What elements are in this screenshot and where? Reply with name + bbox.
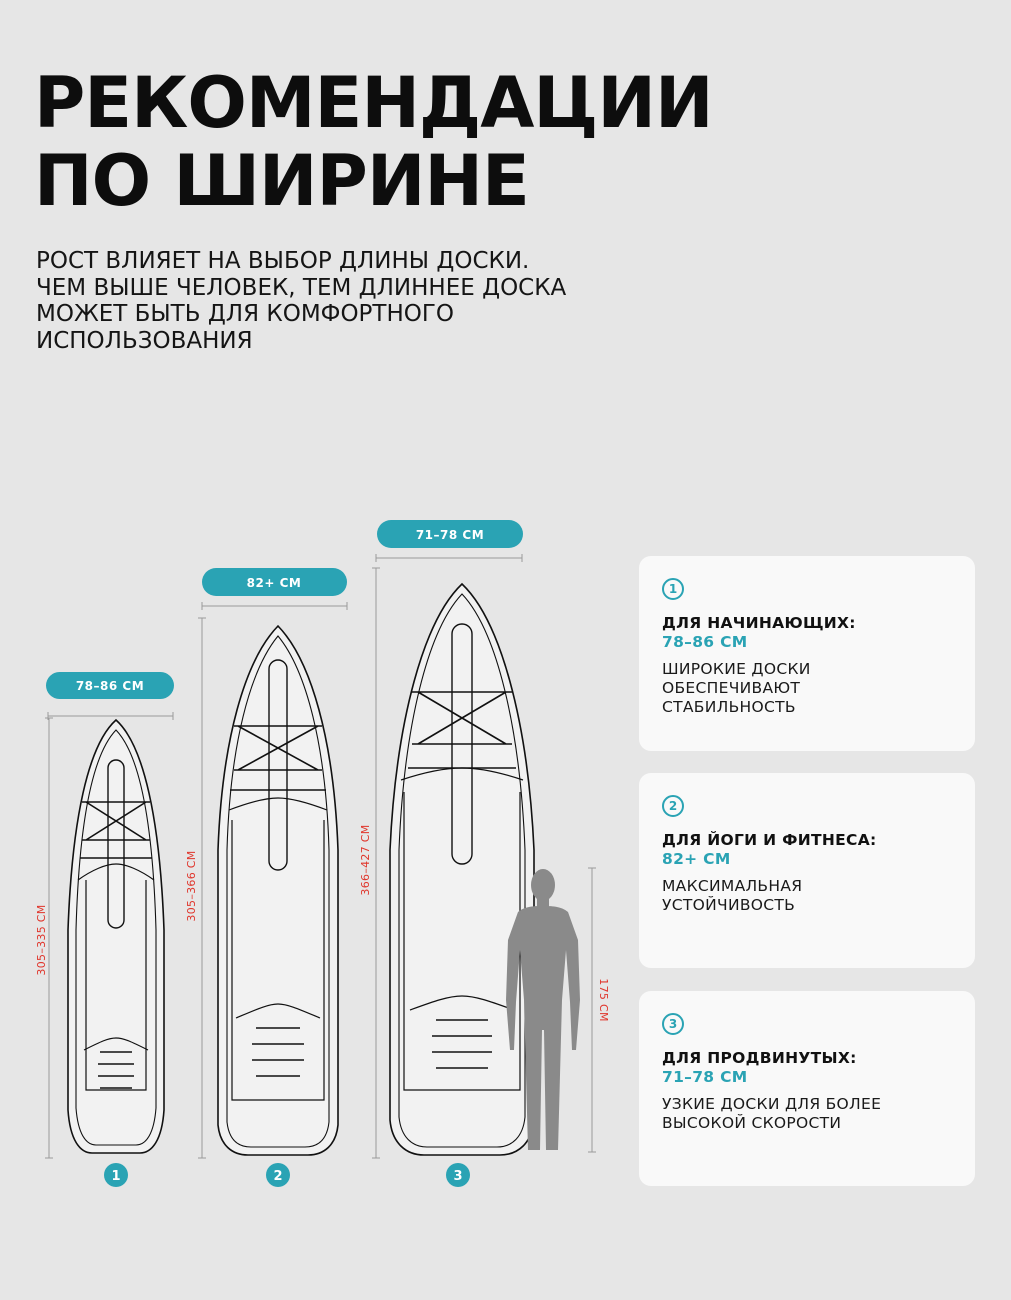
board-2-outline bbox=[218, 626, 338, 1155]
height-label: 175 СМ bbox=[597, 978, 610, 1022]
board-3-outline bbox=[390, 584, 534, 1155]
width-dimension-2 bbox=[202, 602, 347, 610]
width-pill-3 bbox=[377, 520, 523, 548]
svg-text:1: 1 bbox=[111, 1169, 121, 1184]
length-label-1: 305–335 СМ bbox=[35, 904, 48, 976]
board-3 bbox=[359, 520, 534, 1187]
subtitle-line-2: ЧЕМ ВЫШЕ ЧЕЛОВЕК, ТЕМ ДЛИННЕЕ ДОСКА bbox=[36, 274, 567, 301]
width-label-1: 78–86 СМ bbox=[75, 679, 145, 693]
card-desc-2 bbox=[662, 877, 802, 915]
width-label-2: 82+ СМ bbox=[246, 576, 302, 590]
card-beginners bbox=[639, 556, 975, 751]
card-desc-2-line-1: МАКСИМАЛЬНАЯ bbox=[662, 877, 803, 895]
card-desc-3-line-2: ВЫСОКОЙ СКОРОСТИ bbox=[662, 1114, 842, 1132]
width-label-3: 71–78 СМ bbox=[415, 528, 485, 542]
length-label-2: 305–366 СМ bbox=[185, 850, 198, 922]
board-number-1 bbox=[104, 1163, 128, 1187]
svg-text:3: 3 bbox=[453, 1169, 463, 1184]
subtitle-line-3: МОЖЕТ БЫТЬ ДЛЯ КОМФОРТНОГО bbox=[36, 301, 455, 327]
page-title-line-2: ПО ШИРИНЕ bbox=[34, 140, 529, 222]
subtitle-line-4: ИСПОЛЬЗОВАНИЯ bbox=[36, 327, 253, 354]
card-advanced bbox=[639, 991, 975, 1186]
svg-text:2: 2 bbox=[273, 1169, 283, 1184]
width-pill-2 bbox=[202, 568, 347, 596]
board-number-2 bbox=[266, 1163, 290, 1187]
card-desc-1 bbox=[662, 660, 811, 717]
card-desc-1-line-3: СТАБИЛЬНОСТЬ bbox=[662, 698, 796, 716]
length-label-3: 366–427 СМ bbox=[359, 824, 372, 896]
card-title-3: ДЛЯ ПРОДВИНУТЫХ: bbox=[662, 1049, 857, 1067]
board-2 bbox=[185, 568, 347, 1187]
card-value-2: 82+ СМ bbox=[662, 850, 731, 868]
card-value-3: 71–78 СМ bbox=[662, 1068, 748, 1086]
card-yoga-fitness bbox=[639, 773, 975, 968]
length-dimension-2 bbox=[198, 618, 206, 1158]
width-pill-1 bbox=[46, 672, 174, 699]
card-title-2: ДЛЯ ЙОГИ И ФИТНЕСА: bbox=[662, 831, 877, 849]
card-number-2: 2 bbox=[662, 795, 684, 817]
page-title-line-1: РЕКОМЕНДАЦИИ bbox=[34, 62, 713, 144]
board-1-outline bbox=[68, 720, 164, 1153]
card-desc-1-line-2: ОБЕСПЕЧИВАЮТ bbox=[662, 679, 801, 697]
subtitle-line-1: РОСТ ВЛИЯЕТ НА ВЫБОР ДЛИНЫ ДОСКИ. bbox=[36, 248, 530, 274]
card-desc-1-line-1: ШИРОКИЕ ДОСКИ bbox=[662, 660, 811, 678]
height-dimension bbox=[588, 868, 596, 1152]
card-value-1: 78–86 СМ bbox=[662, 633, 748, 651]
card-desc-3 bbox=[662, 1095, 881, 1133]
width-dimension-3 bbox=[376, 554, 522, 562]
card-number-1: 1 bbox=[662, 578, 684, 600]
board-number-3 bbox=[446, 1163, 470, 1187]
card-desc-3-line-1: УЗКИЕ ДОСКИ ДЛЯ БОЛЕЕ bbox=[662, 1095, 882, 1113]
card-number-3: 3 bbox=[662, 1013, 684, 1035]
board-1 bbox=[35, 672, 174, 1187]
card-title-1: ДЛЯ НАЧИНАЮЩИХ: bbox=[662, 614, 856, 632]
length-dimension-3 bbox=[372, 568, 380, 1158]
width-dimension-1 bbox=[48, 712, 173, 720]
card-desc-2-line-2: УСТОЙЧИВОСТЬ bbox=[662, 896, 796, 914]
